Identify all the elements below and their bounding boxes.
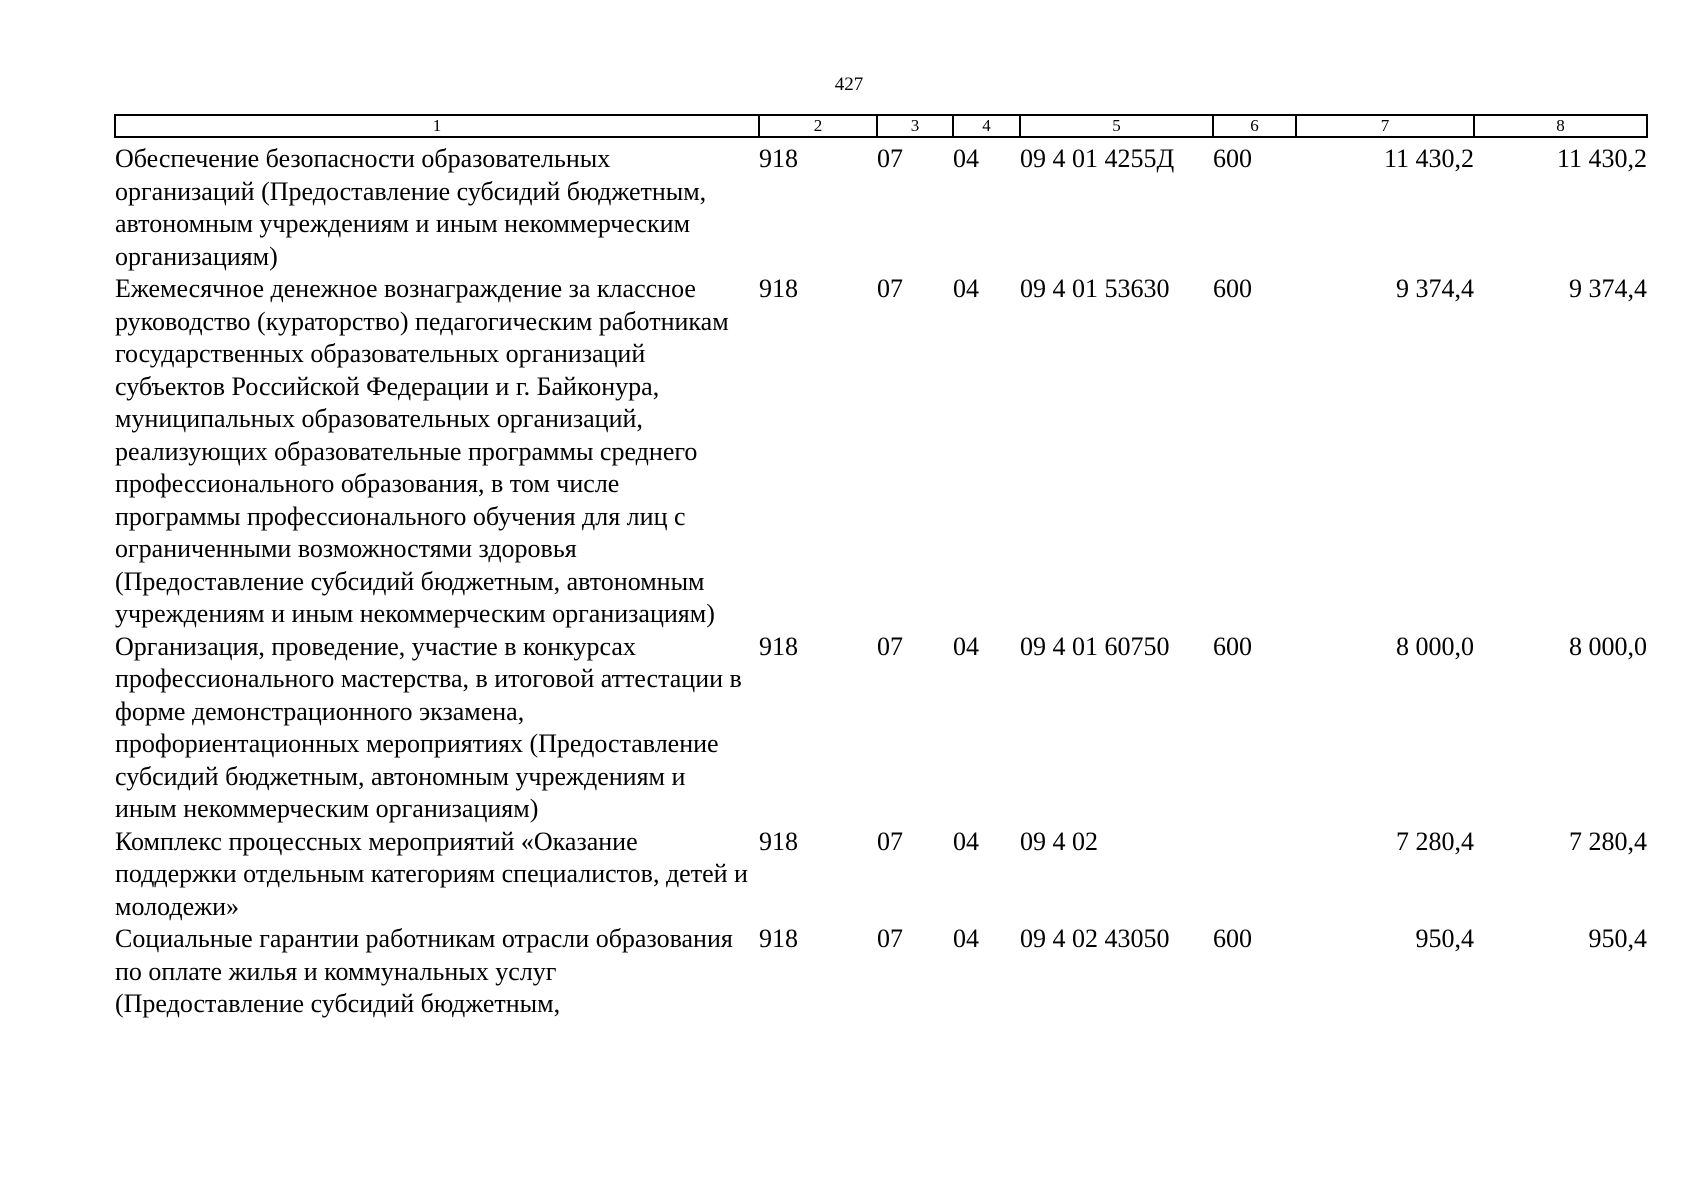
row-amount-col8: 950,4 xyxy=(1588,924,1647,953)
row-amount-col8: 8 000,0 xyxy=(1569,631,1647,661)
row-expense-type-code: 600 xyxy=(1213,924,1252,953)
row-amount-col7: 11 430,2 xyxy=(1383,144,1474,173)
row-target-article-code: 09 4 01 60750 xyxy=(1020,631,1170,661)
column-number-header-row xyxy=(115,115,1647,137)
column-header-7: 7 xyxy=(1296,115,1474,137)
row-subsection-code: 04 xyxy=(953,826,979,856)
column-header-5: 5 xyxy=(1020,115,1213,137)
row-section-code: 07 xyxy=(877,924,903,953)
row-amount-col8: 9 374,4 xyxy=(1569,274,1647,303)
row-item-name: Обеспечение безопасности образовательных организаций (Предоставление субсидий бюджетным, автономным учреждениям и иным некоммерческим организациям) xyxy=(115,144,707,271)
table-row xyxy=(115,923,1647,1021)
table-row xyxy=(115,826,1647,924)
column-header-6: 6 xyxy=(1213,115,1296,137)
column-header-4: 4 xyxy=(953,115,1020,137)
column-header-8: 8 xyxy=(1474,115,1647,137)
row-amount-col7: 8 000,0 xyxy=(1396,631,1474,661)
column-header-1: 1 xyxy=(115,115,759,137)
row-amount-col7: 9 374,4 xyxy=(1396,274,1474,303)
row-amount-col7: 950,4 xyxy=(1415,924,1474,953)
row-amount-col8: 7 280,4 xyxy=(1569,826,1647,856)
column-header-2: 2 xyxy=(759,115,877,137)
row-subsection-code: 04 xyxy=(953,144,979,173)
row-item-name: Социальные гарантии работникам отрасли образования по оплате жилья и коммунальных услуг (Предоставление субсидий бюджетным, xyxy=(115,924,733,1018)
row-grbs-code: 918 xyxy=(759,631,798,661)
row-section-code: 07 xyxy=(877,631,903,661)
row-grbs-code: 918 xyxy=(759,924,798,953)
row-amount-col8: 11 430,2 xyxy=(1556,144,1647,173)
row-expense-type-code: 600 xyxy=(1213,144,1252,173)
row-subsection-code: 04 xyxy=(953,924,979,953)
row-section-code: 07 xyxy=(877,826,903,856)
row-grbs-code: 918 xyxy=(759,274,798,303)
budget-table xyxy=(114,114,1648,1021)
row-target-article-code: 09 4 01 53630 xyxy=(1020,274,1170,303)
row-section-code: 07 xyxy=(877,144,903,173)
page-number: 427 xyxy=(834,74,864,95)
table-row xyxy=(115,137,1647,273)
row-grbs-code: 918 xyxy=(759,144,798,173)
row-section-code: 07 xyxy=(877,274,903,303)
row-expense-type-code: 600 xyxy=(1213,631,1252,661)
row-target-article-code: 09 4 02 43050 xyxy=(1020,924,1170,953)
row-amount-col7: 7 280,4 xyxy=(1396,826,1474,856)
row-expense-type-code: 600 xyxy=(1213,274,1252,303)
row-item-name: Ежемесячное денежное вознаграждение за классное руководство (кураторство) педагогическим работникам государственных образовательных организаций субъектов Российской Федерации и г. Байконура, муниципальных образовательных организаций, реализующих образовательные программы среднего профессионального образования, в том числе программы профессионального обучения для лиц с ограниченными возможностями здоровья (Предоставление субсидий бюджетным, автономным учреждениям и иным некоммерческим организациям) xyxy=(115,274,729,628)
column-header-3: 3 xyxy=(877,115,953,137)
row-target-article-code: 09 4 02 xyxy=(1020,826,1098,856)
row-item-name: Организация, проведение, участие в конкурсах профессионального мастерства, в итоговой аттестации в форме демонстрационного экзамена, профориентационных мероприятиях (Предоставление субсидий бюджетным, автономным учреждениям и иным некоммерческим организациям) xyxy=(115,631,742,823)
table-row xyxy=(115,631,1647,826)
row-grbs-code: 918 xyxy=(759,826,798,856)
row-item-name: Комплекс процессных мероприятий «Оказание поддержки отдельным категориям специалистов, детей и молодежи» xyxy=(115,826,748,921)
row-subsection-code: 04 xyxy=(953,274,979,303)
table-row xyxy=(115,273,1647,631)
row-expense-type-code xyxy=(1213,826,1296,924)
row-target-article-code: 09 4 01 4255Д xyxy=(1020,144,1175,173)
row-subsection-code: 04 xyxy=(953,631,979,661)
